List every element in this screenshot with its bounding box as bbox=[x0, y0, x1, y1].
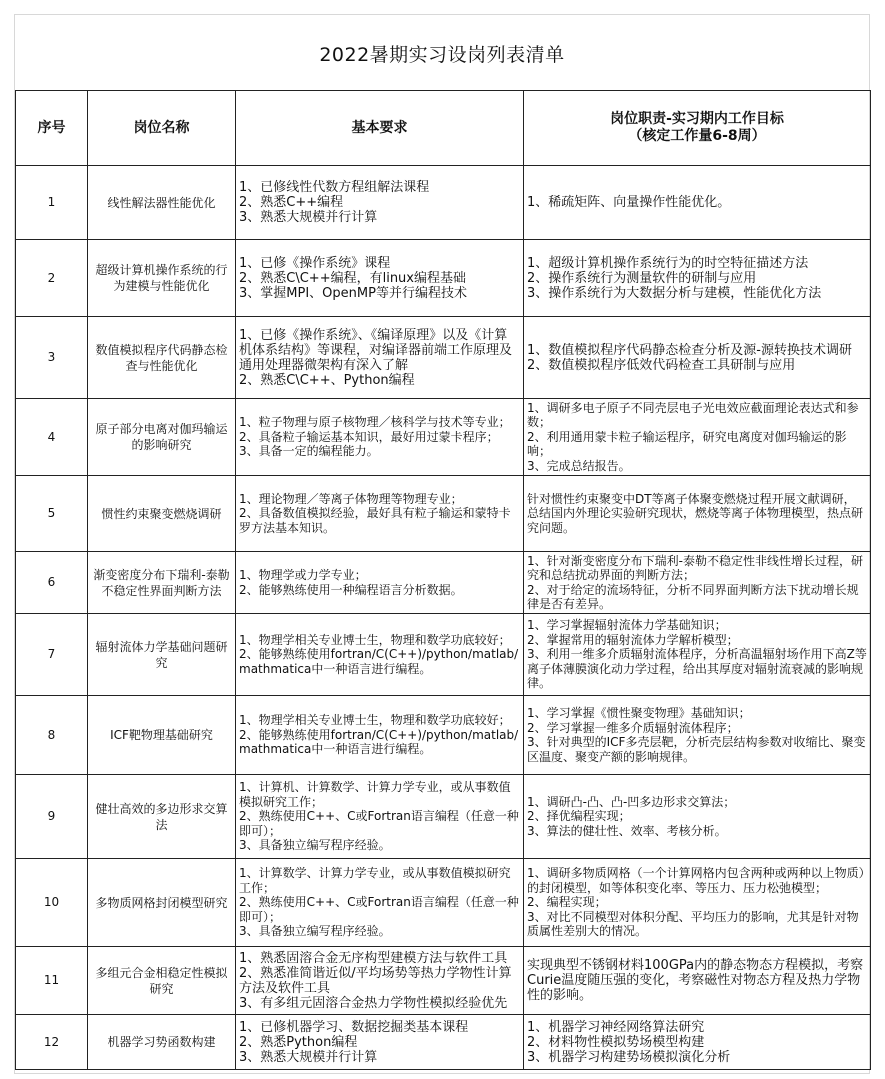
position-name: 惯性约束聚变燃烧调研 bbox=[88, 476, 236, 552]
position-duties bbox=[524, 166, 871, 240]
position-list-table bbox=[15, 90, 871, 1070]
position-duties bbox=[524, 1015, 871, 1070]
requirement-item: 2、熟悉C\C++编程，有linux编程基础 bbox=[239, 270, 466, 286]
requirement-item: 2、熟练使用C++、C或Fortran语言编程（任意一种即可）； bbox=[239, 809, 519, 838]
requirement-item: 2、熟悉C\C++、Python编程 bbox=[239, 372, 415, 388]
position-name: 多物质网格封闭模型研究 bbox=[88, 859, 236, 947]
duty-item: 2、掌握常用的辐射流体力学解析模型； bbox=[527, 632, 739, 647]
table-row bbox=[16, 399, 871, 476]
requirement-item: 2、能够熟练使用fortran/C(C++)/python/matlab/mathmatica中一种语言进行编程。 bbox=[239, 647, 519, 676]
position-name: 多组元合金相稳定性模拟研究 bbox=[88, 947, 236, 1015]
table-row bbox=[16, 696, 871, 775]
duty-item: 2、择优编程实现； bbox=[527, 809, 631, 824]
duty-item: 3、完成总结报告。 bbox=[527, 458, 631, 473]
requirement-item: 1、理论物理／等离子体物理等物理专业； bbox=[239, 491, 463, 506]
duty-item: 1、稀疏矩阵、向量操作性能优化。 bbox=[527, 195, 731, 210]
duty-item: 1、调研多电子原子不同壳层电子光电效应截面理论表达式和参数； bbox=[527, 400, 859, 430]
basic-requirements bbox=[236, 476, 524, 552]
table-header-row bbox=[16, 91, 871, 166]
requirement-item: 3、具备一定的编程能力。 bbox=[239, 444, 379, 459]
header-duty-line1: 岗位职责-实习期内工作目标 bbox=[610, 111, 784, 127]
position-duties bbox=[524, 696, 871, 775]
row-number: 11 bbox=[16, 947, 88, 1015]
position-name: 超级计算机操作系统的行为建模与性能优化 bbox=[88, 240, 236, 317]
requirement-item: 1、物理学或力学专业； bbox=[239, 568, 367, 582]
duty-item: 1、调研多物质网格（一个计算网格内包含两种或两种以上物质）的封闭模型，如等体积变化率、等压力、压力松弛模型； bbox=[527, 866, 865, 895]
duty-item: 3、对比不同模型对体积分配、平均压力的影响，尤其是针对物质属性差别大的情况。 bbox=[527, 909, 859, 939]
position-duties bbox=[524, 775, 871, 859]
duty-item: 2、数值模拟程序低效代码检查工具研制与应用 bbox=[527, 357, 796, 373]
position-duties bbox=[524, 614, 871, 696]
basic-requirements bbox=[236, 859, 524, 947]
basic-requirements bbox=[236, 614, 524, 696]
header-no: 序号 bbox=[16, 91, 88, 166]
header-name: 岗位名称 bbox=[88, 91, 236, 166]
row-number: 8 bbox=[16, 696, 88, 775]
position-name: ICF靶物理基础研究 bbox=[88, 696, 236, 775]
requirement-item: 1、粒子物理与原子核物理／核科学与技术等专业； bbox=[239, 415, 511, 430]
position-duties bbox=[524, 476, 871, 552]
position-duties bbox=[524, 859, 871, 947]
basic-requirements bbox=[236, 317, 524, 399]
requirement-item: 1、计算数学、计算力学专业，或从事数值模拟研究工作； bbox=[239, 866, 511, 895]
table-row bbox=[16, 775, 871, 859]
duty-item: 针对惯性约束聚变中DT等离子体聚变燃烧过程开展文献调研，总结国内外理论实验研究现状，燃烧等离子体物理模型，热点研究问题。 bbox=[527, 491, 864, 535]
requirement-item: 3、熟悉大规模并行计算 bbox=[239, 210, 378, 225]
table-row bbox=[16, 317, 871, 399]
requirement-item: 2、能够熟练使用一种编程语言分析数据。 bbox=[239, 582, 463, 597]
requirement-item: 3、具备独立编写程序经验。 bbox=[239, 838, 391, 853]
table-row bbox=[16, 476, 871, 552]
requirement-item: 2、熟悉Python编程 bbox=[239, 1034, 358, 1050]
requirement-item: 3、有多组元固溶合金热力学物性模拟经验优先 bbox=[239, 995, 508, 1011]
duty-item: 2、材料物性模拟势场模型构建 bbox=[527, 1034, 705, 1050]
duty-item: 3、机器学习构建势场模拟演化分析 bbox=[527, 1049, 731, 1065]
basic-requirements bbox=[236, 947, 524, 1015]
position-name: 线性解法器性能优化 bbox=[88, 166, 236, 240]
requirement-item: 2、具备数值模拟经验，最好具有粒子输运和蒙特卡罗方法基本知识。 bbox=[239, 506, 511, 535]
document-title: 2022暑期实习设岗列表清单 bbox=[319, 44, 565, 66]
table-row bbox=[16, 552, 871, 614]
position-name: 辐射流体力学基础问题研究 bbox=[88, 614, 236, 696]
row-number: 2 bbox=[16, 240, 88, 317]
duty-item: 3、算法的健壮性、效率、考核分析。 bbox=[527, 823, 727, 838]
position-duties bbox=[524, 317, 871, 399]
requirement-item: 1、已修机器学习、数据挖掘类基本课程 bbox=[239, 1019, 469, 1035]
position-name: 健壮高效的多边形求交算法 bbox=[88, 775, 236, 859]
duty-item: 2、学习掌握一维多介质辐射流体程序； bbox=[527, 720, 739, 735]
duty-item: 1、数值模拟程序代码静态检查分析及源-源转换技术调研 bbox=[527, 342, 852, 358]
position-name: 原子部分电离对伽玛输运的影响研究 bbox=[88, 399, 236, 476]
position-name: 数值模拟程序代码静态检查与性能优化 bbox=[88, 317, 236, 399]
row-number: 10 bbox=[16, 859, 88, 947]
requirement-item: 1、物理学相关专业博士生，物理和数学功底较好； bbox=[239, 713, 511, 728]
requirement-item: 3、熟悉大规模并行计算 bbox=[239, 1049, 378, 1065]
requirement-item: 1、已修《操作系统》、《编译原理》以及《计算机体系结构》等课程，对编译器前端工作原理及通用处理器微架构有深入了解 bbox=[239, 327, 513, 373]
basic-requirements bbox=[236, 1015, 524, 1070]
duty-item: 1、学习掌握辐射流体力学基础知识； bbox=[527, 618, 727, 633]
basic-requirements bbox=[236, 240, 524, 317]
duty-item: 3、操作系统行为大数据分析与建模，性能优化方法 bbox=[527, 285, 822, 301]
requirement-item: 2、熟悉C++编程 bbox=[239, 195, 344, 210]
position-duties bbox=[524, 399, 871, 476]
header-duty-line2: （核定工作量6-8周） bbox=[628, 128, 766, 144]
header-req: 基本要求 bbox=[236, 91, 524, 166]
row-number: 12 bbox=[16, 1015, 88, 1070]
duty-item: 3、针对典型的ICF多壳层靶，分析壳层结构参数对收缩比、聚变区温度、聚变产额的影响规律。 bbox=[527, 735, 866, 764]
position-duties bbox=[524, 947, 871, 1015]
duty-item: 3、利用一维多介质辐射流体程序，分析高温辐射场作用下高Z等离子体薄膜演化动力学过程，给出其厚度对辐射流衰减的影响规律。 bbox=[527, 647, 867, 691]
basic-requirements bbox=[236, 552, 524, 614]
basic-requirements bbox=[236, 166, 524, 240]
requirement-item: 1、已修《操作系统》课程 bbox=[239, 255, 391, 271]
header-duty bbox=[524, 91, 871, 166]
requirement-item: 2、能够熟练使用fortran/C(C++)/python/matlab/mathmatica中一种语言进行编程。 bbox=[239, 727, 519, 757]
table-row bbox=[16, 947, 871, 1015]
duty-item: 1、机器学习神经网络算法研究 bbox=[527, 1019, 705, 1035]
row-number: 5 bbox=[16, 476, 88, 552]
table-body bbox=[16, 166, 871, 1070]
requirement-item: 3、具备独立编写程序经验。 bbox=[239, 924, 391, 939]
duty-item: 2、利用通用蒙卡粒子输运程序，研究电离度对伽玛输运的影响； bbox=[527, 429, 847, 459]
row-number: 7 bbox=[16, 614, 88, 696]
table-row bbox=[16, 166, 871, 240]
position-name: 渐变密度分布下瑞利-泰勒不稳定性界面判断方法 bbox=[88, 552, 236, 614]
requirement-item: 2、熟悉准简谐近似/平均场势等热力学物性计算方法及软件工具 bbox=[239, 965, 512, 996]
duty-item: 实现典型不锈钢材料100GPa内的静态物态方程模拟，考察Curie温度随压强的变化，考察磁性对物态方程及热力学物性的影响。 bbox=[527, 958, 864, 1003]
basic-requirements bbox=[236, 696, 524, 775]
requirement-item: 3、掌握MPI、OpenMP等并行编程技术 bbox=[239, 285, 467, 301]
row-number: 6 bbox=[16, 552, 88, 614]
position-duties bbox=[524, 552, 871, 614]
table-row bbox=[16, 614, 871, 696]
requirement-item: 1、已修线性代数方程组解法课程 bbox=[239, 180, 430, 195]
table-row bbox=[16, 859, 871, 947]
requirement-item: 1、计算机、计算数学、计算力学专业，或从事数值模拟研究工作； bbox=[239, 780, 511, 809]
duty-item: 1、针对渐变密度分布下瑞利-泰勒不稳定性非线性增长过程，研究和总结扰动界面的判断方法； bbox=[527, 553, 863, 582]
basic-requirements bbox=[236, 399, 524, 476]
basic-requirements bbox=[236, 775, 524, 859]
requirement-item: 1、物理学相关专业博士生，物理和数学功底较好； bbox=[239, 632, 511, 647]
table-row bbox=[16, 240, 871, 317]
duty-item: 1、调研凸-凸、凸-凹多边形求交算法； bbox=[527, 794, 736, 809]
position-name: 机器学习势函数构建 bbox=[88, 1015, 236, 1070]
table-row bbox=[16, 1015, 871, 1070]
position-duties bbox=[524, 240, 871, 317]
requirement-item: 1、熟悉固溶合金无序构型建模方法与软件工具 bbox=[239, 950, 508, 966]
requirement-item: 2、熟练使用C++、C或Fortran语言编程（任意一种即可）； bbox=[239, 895, 519, 924]
duty-item: 1、学习掌握《惯性聚变物理》基础知识； bbox=[527, 706, 751, 720]
row-number: 4 bbox=[16, 399, 88, 476]
duty-item: 1、超级计算机操作系统行为的时空特征描述方法 bbox=[527, 255, 809, 271]
duty-item: 2、操作系统行为测量软件的研制与应用 bbox=[527, 270, 757, 286]
row-number: 1 bbox=[16, 166, 88, 240]
requirement-item: 2、具备粒子输运基本知识，最好用过蒙卡程序； bbox=[239, 429, 499, 444]
duty-item: 2、对于给定的流场特征，分析不同界面判断方法下扰动增长规律是否有差异。 bbox=[527, 582, 859, 611]
row-number: 9 bbox=[16, 775, 88, 859]
duty-item: 2、编程实现； bbox=[527, 895, 607, 910]
row-number: 3 bbox=[16, 317, 88, 399]
